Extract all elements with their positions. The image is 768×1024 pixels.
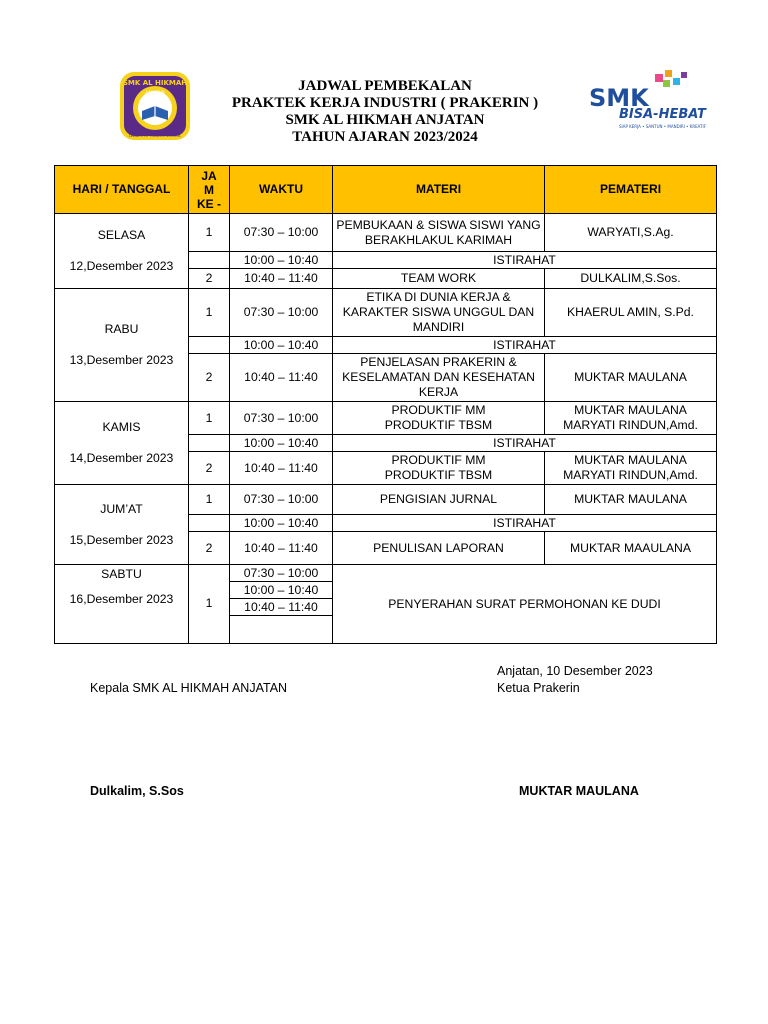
coordinator-title: Ketua Prakerin bbox=[497, 681, 580, 695]
pemateri-cell: MUKTAR MAULANA bbox=[545, 354, 717, 402]
pemateri-cell: MUKTAR MAAULANA bbox=[545, 532, 717, 565]
materi-cell: PEMBUKAAN & SISWA SISWI YANG BERAKHLAKUL KARIMAH bbox=[333, 214, 545, 252]
header-pemateri: PEMATERI bbox=[545, 166, 717, 214]
title-line-2: PRAKTEK KERJA INDUSTRI ( PRAKERIN ) bbox=[231, 95, 539, 111]
header-day: HARI / TANGGAL bbox=[55, 166, 189, 214]
table-row bbox=[55, 289, 717, 337]
svg-text:BISA-HEBAT: BISA-HEBAT bbox=[619, 107, 706, 122]
table-row bbox=[55, 565, 717, 582]
title-line-3: SMK AL HIKMAH ANJATAN bbox=[285, 112, 485, 128]
table-header-row bbox=[55, 166, 717, 214]
day-cell: SABTU 16,Desember 2023 bbox=[55, 565, 189, 644]
pemateri-cell: KHAERUL AMIN, S.Pd. bbox=[545, 289, 717, 337]
waktu-cell: 10:40 – 11:40 bbox=[230, 452, 333, 485]
materi-cell: PENJELASAN PRAKERIN & KESELAMATAN DAN KESEHATAN KERJA bbox=[333, 354, 545, 402]
table-row bbox=[55, 485, 717, 515]
header-materi: MATERI bbox=[333, 166, 545, 214]
title-line-4: TAHUN AJARAN 2023/2024 bbox=[292, 129, 478, 145]
day-cell: RABU 13,Desember 2023 bbox=[55, 289, 189, 402]
waktu-cell: 10:40 – 11:40 bbox=[230, 269, 333, 289]
break-label: ISTIRAHAT bbox=[333, 515, 717, 532]
pemateri-cell: DULKALIM,S.Sos. bbox=[545, 269, 717, 289]
waktu-cell: 10:00 – 10:40 bbox=[230, 582, 333, 599]
break-label: ISTIRAHAT bbox=[333, 435, 717, 452]
materi-cell: PENYERAHAN SURAT PERMOHONAN KE DUDI bbox=[333, 565, 717, 644]
jam-cell: 1 bbox=[189, 565, 230, 644]
pemateri-cell: MUKTAR MAULANA MARYATI RINDUN,Amd. bbox=[545, 402, 717, 435]
jam-cell: 1 bbox=[189, 214, 230, 252]
pemateri-cell: WARYATI,S.Ag. bbox=[545, 214, 717, 252]
principal-name: Dulkalim, S.Sos bbox=[90, 784, 184, 798]
jam-cell: 2 bbox=[189, 354, 230, 402]
break-label: ISTIRAHAT bbox=[333, 337, 717, 354]
pemateri-cell: MUKTAR MAULANA bbox=[545, 485, 717, 515]
day-cell: KAMIS 14,Desember 2023 bbox=[55, 402, 189, 485]
header-jam: JA M KE - bbox=[189, 166, 230, 214]
school-logo bbox=[118, 70, 192, 142]
svg-text:ANJATAN: ANJATAN bbox=[145, 91, 165, 96]
table-row bbox=[55, 402, 717, 435]
svg-text:SMK: SMK bbox=[589, 84, 649, 112]
smk-bisa-hebat-logo bbox=[583, 68, 707, 138]
jam-cell: 2 bbox=[189, 452, 230, 485]
table-row bbox=[55, 214, 717, 252]
waktu-cell: 10:40 – 11:40 bbox=[230, 354, 333, 402]
jam-cell: 1 bbox=[189, 402, 230, 435]
jam-cell: 2 bbox=[189, 269, 230, 289]
waktu-cell: 07:30 – 10:00 bbox=[230, 289, 333, 337]
materi-cell: PENGISIAN JURNAL bbox=[333, 485, 545, 515]
waktu-cell: 07:30 – 10:00 bbox=[230, 214, 333, 252]
waktu-cell: 10:00 – 10:40 bbox=[230, 515, 333, 532]
principal-title: Kepala SMK AL HIKMAH ANJATAN bbox=[90, 681, 288, 695]
document-title bbox=[195, 78, 575, 146]
waktu-cell: 10:40 – 11:40 bbox=[230, 532, 333, 565]
day-cell: SELASA 12,Desember 2023 bbox=[55, 214, 189, 289]
waktu-cell: 10:00 – 10:40 bbox=[230, 252, 333, 269]
header-waktu: WAKTU bbox=[230, 166, 333, 214]
jam-cell: 1 bbox=[189, 289, 230, 337]
materi-cell: PRODUKTIF MM PRODUKTIF TBSM bbox=[333, 402, 545, 435]
svg-text:SIAP KERJA • SANTUN • MANDIRI: SIAP KERJA • SANTUN • MANDIRI • KREATIF bbox=[619, 124, 707, 129]
materi-cell: TEAM WORK bbox=[333, 269, 545, 289]
schedule-table bbox=[54, 165, 717, 644]
waktu-cell: 07:30 – 10:00 bbox=[230, 485, 333, 515]
materi-cell: PENULISAN LAPORAN bbox=[333, 532, 545, 565]
materi-cell: ETIKA DI DUNIA KERJA & KARAKTER SISWA UNGGUL DAN MANDIRI bbox=[333, 289, 545, 337]
waktu-cell: 07:30 – 10:00 bbox=[230, 402, 333, 435]
day-cell: JUM’AT 15,Desember 2023 bbox=[55, 485, 189, 565]
title-line-1: JADWAL PEMBEKALAN bbox=[298, 78, 472, 94]
document-header bbox=[0, 62, 768, 162]
svg-text:LEADER OF ISLAMIC SCHOOL: LEADER OF ISLAMIC SCHOOL bbox=[128, 134, 182, 138]
jam-cell: 1 bbox=[189, 485, 230, 515]
waktu-cell: 07:30 – 10:00 bbox=[230, 565, 333, 582]
pemateri-cell: MUKTAR MAULANA MARYATI RINDUN,Amd. bbox=[545, 452, 717, 485]
waktu-cell: 10:00 – 10:40 bbox=[230, 337, 333, 354]
waktu-cell: 10:00 – 10:40 bbox=[230, 435, 333, 452]
break-label: ISTIRAHAT bbox=[333, 252, 717, 269]
materi-cell: PRODUKTIF MM PRODUKTIF TBSM bbox=[333, 452, 545, 485]
waktu-cell: 10:40 – 11:40 bbox=[230, 599, 333, 616]
coordinator-name: MUKTAR MAULANA bbox=[519, 784, 639, 798]
svg-text:SMK AL HIKMAH: SMK AL HIKMAH bbox=[122, 79, 188, 87]
place-date: Anjatan, 10 Desember 2023 bbox=[497, 664, 653, 678]
jam-cell: 2 bbox=[189, 532, 230, 565]
